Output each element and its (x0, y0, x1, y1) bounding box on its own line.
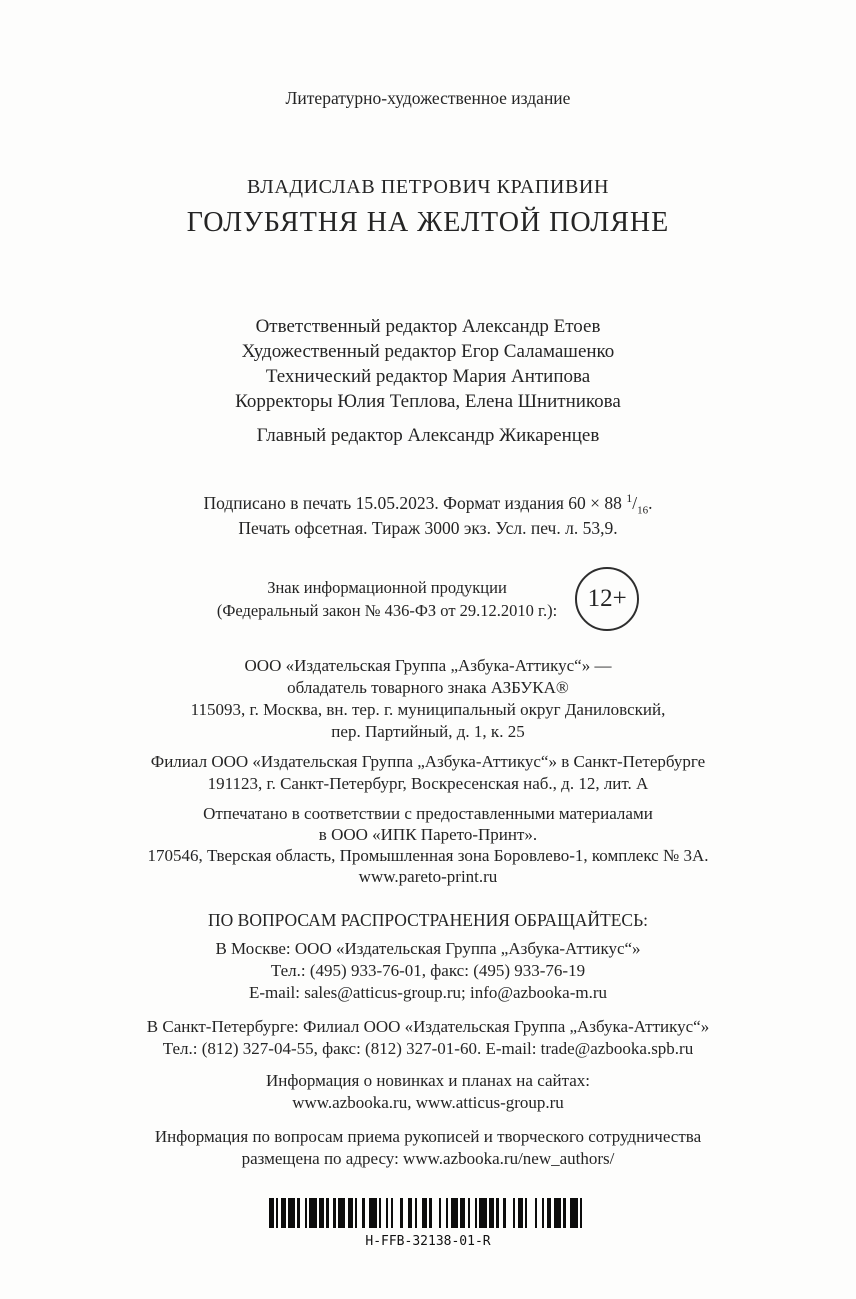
barcode-bars (269, 1198, 588, 1228)
age-mark-line-1: Знак информационной продукции (267, 578, 507, 597)
age-rating-badge: 12+ (575, 567, 639, 631)
spb-phone-email-line: Тел.: (812) 327-04-55, факс: (812) 327-01-60. E-mail: trade@azbooka.spb.ru (162, 1039, 694, 1058)
publisher-address-line-1: 115093, г. Москва, вн. тер. г. муниципальный округ Даниловский, (190, 700, 666, 719)
publisher-line-1: ООО «Издательская Группа „Азбука-Аттикус“» — (244, 656, 612, 675)
moscow-email-line: E-mail: sales@atticus-group.ru; info@azbooka-m.ru (249, 983, 607, 1002)
moscow-line-1: В Москве: ООО «Издательская Группа „Азбука-Аттикус“» (215, 939, 641, 958)
spb-line-1: В Санкт-Петербурге: Филиал ООО «Издательская Группа „Азбука-Аттикус“» (146, 1017, 710, 1036)
manuscripts-block (0, 1126, 856, 1170)
staff-line-technical-editor: Технический редактор Мария Антипова (265, 366, 591, 387)
age-mark-text (217, 576, 557, 622)
printed-line-2: в ООО «ИПК Парето-Принт». (318, 825, 538, 844)
barcode-block (0, 1198, 856, 1249)
publisher-address-line-2: пер. Партийный, д. 1, к. 25 (331, 722, 525, 741)
age-mark-block (0, 567, 856, 631)
print-info-line1-period: . (648, 493, 653, 513)
staff-line-art-editor: Художественный редактор Егор Саламашенко (241, 341, 615, 362)
printer-website-url: www.pareto-print.ru (358, 867, 498, 886)
printed-line-3: 170546, Тверская область, Промышленная зона Боровлево-1, комплекс № 3А. (147, 846, 709, 865)
barcode-label: H-FFB-32138-01-R (365, 1234, 491, 1249)
publisher-line-2: обладатель товарного знака АЗБУКА® (287, 678, 569, 697)
author-name: ВЛАДИСЛАВ ПЕТРОВИЧ КРАПИВИН (247, 176, 609, 198)
printed-line-1: Отпечатано в соответствии с предоставленными материалами (203, 804, 653, 823)
distribution-moscow-block (0, 938, 856, 1004)
distribution-header: ПО ВОПРОСАМ РАСПРОСТРАНЕНИЯ ОБРАЩАЙТЕСЬ: (208, 910, 648, 930)
manuscripts-url-line: размещена по адресу: www.azbooka.ru/new_authors/ (241, 1149, 615, 1168)
branch-block (0, 751, 856, 795)
book-title: ГОЛУБЯТНЯ НА ЖЕЛТОЙ ПОЛЯНЕ (186, 207, 670, 238)
print-info-block (0, 491, 856, 541)
age-mark-line-2: (Федеральный закон № 436-ФЗ от 29.12.2010 г.): (216, 601, 558, 620)
distribution-spb-block (0, 1016, 856, 1060)
staff-line-responsible-editor: Ответственный редактор Александр Етоев (255, 316, 601, 337)
format-fraction-denominator: 16 (637, 504, 649, 517)
news-line-1: Информация о новинках и планах на сайтах: (265, 1071, 590, 1090)
format-fraction-slash: / (632, 493, 638, 513)
print-info-line-1 (0, 491, 856, 516)
moscow-phone-line: Тел.: (495) 933-76-01, факс: (495) 933-76-19 (270, 961, 586, 980)
news-sites-block (0, 1070, 856, 1114)
staff-block (0, 314, 856, 414)
print-info-line-2: Печать офсетная. Тираж 3000 экз. Усл. печ. л. 53,9. (238, 518, 618, 538)
staff-line-proofreaders: Корректоры Юлия Теплова, Елена Шнитникова (235, 391, 621, 412)
chief-editor-line: Главный редактор Александр Жикаренцев (256, 425, 600, 446)
news-sites-urls: www.azbooka.ru, www.atticus-group.ru (292, 1093, 564, 1112)
branch-line-2: 191123, г. Санкт-Петербург, Воскресенская наб., д. 12, лит. А (207, 774, 649, 793)
manuscripts-line-1: Информация по вопросам приема рукописей и творческого сотрудничества (154, 1127, 702, 1146)
print-info-line1-text: Подписано в печать 15.05.2023. Формат издания 60 × 88 (203, 493, 627, 513)
format-fraction-numerator: 1 (626, 491, 633, 506)
publisher-block (0, 655, 856, 743)
branch-line-1: Филиал ООО «Издательская Группа „Азбука-Аттикус“» в Санкт-Петербурге (150, 752, 706, 771)
edition-type-label: Литературно-художественное издание (285, 88, 571, 108)
printing-house-block (0, 803, 856, 887)
